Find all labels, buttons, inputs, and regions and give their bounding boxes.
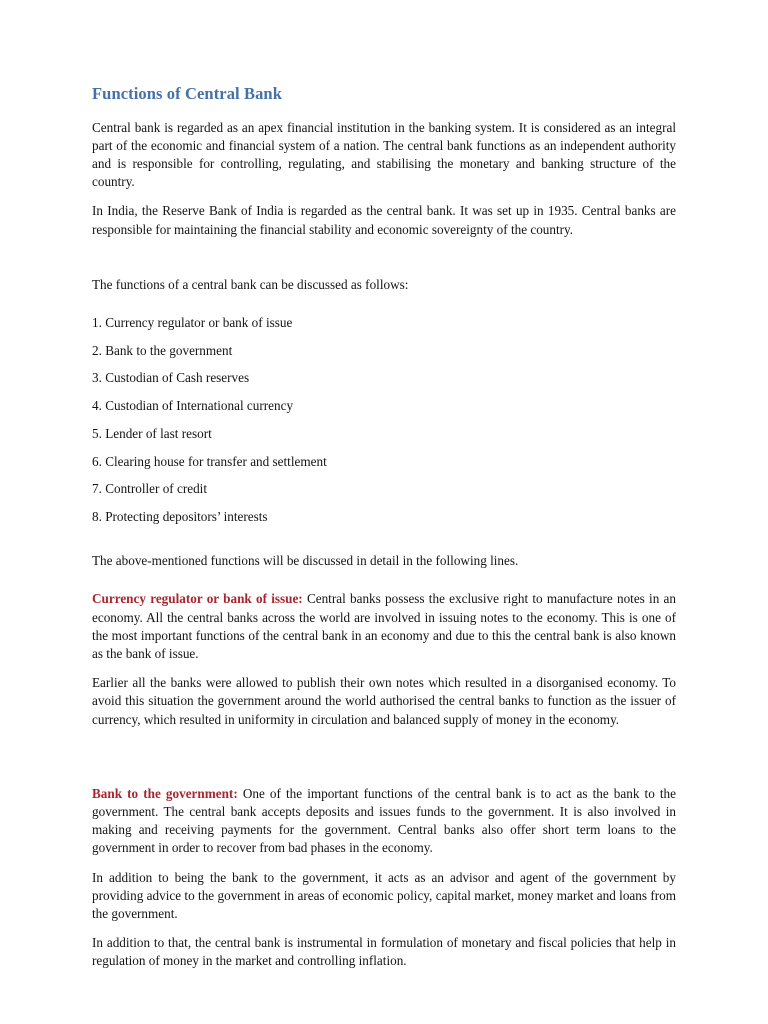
section-currency-regulator-heading: Currency regulator or bank of issue: (92, 591, 303, 607)
list-item: 6. Clearing house for transfer and settlement (92, 453, 327, 469)
page-title: Functions of Central Bank (92, 84, 282, 103)
list-item: 1. Currency regulator or bank of issue (92, 315, 293, 331)
section-currency-regulator-paragraph-2: Earlier all the banks were allowed to publish their own notes which resulted in a disorganised economy. To avoid this situation the government around the world authorised the central banks to function as the issuer of currency, which resulted in uniformity in circulation and balanced supply of money in the economy. (92, 675, 676, 727)
list-item: 4. Custodian of International currency (92, 398, 294, 414)
transition-text: The above-mentioned functions will be discussed in detail in the following lines. (92, 553, 519, 569)
section-bank-to-government-paragraph-2: In addition to being the bank to the government, it acts as an advisor and agent of the government by providing advice to the government in areas of economic policy, capital market, money market and loans from the government. (92, 869, 676, 922)
intro-paragraph-2: In India, the Reserve Bank of India is regarded as the central bank. It was set up in 1935. Central banks are responsible for maintaining the financial stability and economic sovereignty of the country. (92, 203, 676, 237)
section-currency-regulator-paragraph-1 (92, 590, 676, 663)
list-item: 5. Lender of last resort (92, 425, 212, 441)
list-item: 2. Bank to the government (92, 342, 233, 358)
spacer-before-section-one (92, 570, 676, 590)
list-item: 8. Protecting depositors’ interests (92, 508, 268, 524)
spacer-between-sections (92, 740, 676, 785)
spacer-after-list (92, 526, 676, 552)
list-lead-in-text: The functions of a central bank can be discussed as follows: (92, 276, 409, 292)
functions-list (92, 314, 676, 526)
list-item: 3. Custodian of Cash reserves (92, 370, 250, 386)
list-item: 7. Controller of credit (92, 481, 207, 497)
section-bank-to-government-paragraph-1 (92, 785, 676, 858)
spacer-lead-in-to-list (92, 294, 676, 314)
spacer-before-list (92, 250, 676, 276)
section-bank-to-government-body: One of the important functions of the central bank is to act as the bank to the government. The central bank accepts deposits and issues funds to the government. It is also involved in making and receiving payments for the government. Central banks also offer short term loans to the government in order to recover from bad phases in the economy. (92, 785, 676, 856)
section-currency-regulator-body: Central banks possess the exclusive right to manufacture notes in an economy. All the central banks across the world are involved in issuing notes to the economy. This is one of the most important functions of the central bank in an economy and due to this the central bank is also known as the bank of issue. (92, 591, 676, 661)
section-bank-to-government-heading: Bank to the government: (92, 785, 238, 801)
document-content (92, 84, 676, 971)
section-bank-to-government-paragraph-3: In addition to that, the central bank is instrumental in formulation of monetary and fiscal policies that help in regulation of money in the market and controlling inflation. (92, 935, 676, 969)
intro-paragraph-1: Central bank is regarded as an apex financial institution in the banking system. It is considered as an integral part of the economic and financial system of a nation. The central bank functions as an independent authority and is responsible for controlling, regulating, and stabilising the monetary and banking structure of the country. (92, 119, 676, 190)
